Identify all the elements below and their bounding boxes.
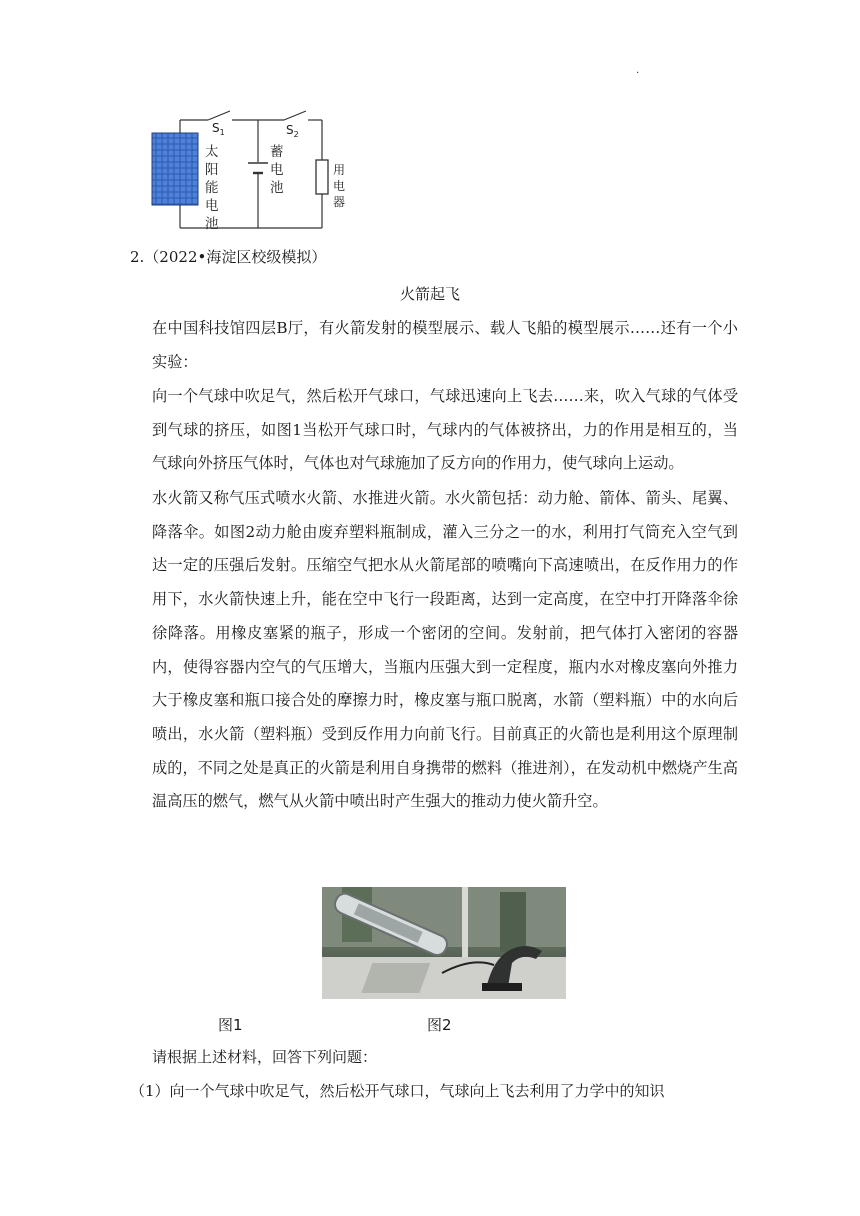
question-number: 2.（2022•海淀区校级模拟） <box>130 248 327 266</box>
s1-label: S <box>212 121 220 135</box>
paragraph-intro: 在中国科技馆四层B厅，有火箭发射的模型展示、载人飞船的模型展示……还有一个小实验： <box>152 319 738 371</box>
figure-1-caption: 图1 <box>218 1016 243 1034</box>
load-label-char: 用 <box>333 163 346 177</box>
battery-label-char: 电 <box>270 162 284 178</box>
circuit-diagram <box>150 108 346 232</box>
s2-label: S <box>286 123 294 137</box>
figure-2-caption: 图2 <box>427 1016 452 1034</box>
paragraph-balloon: 向一个气球中吹足气，然后松开气球口，气球迅速向上飞去……来，吹入气球的气体受到气球的挤压，如图1当松开气球口时，气球内的气体被挤出，力的作用是相互的，当气球向外挤压气体时，气体也对气球施加了反方向的作用力，使气球向上运动。 <box>152 387 738 473</box>
paragraph-water-rocket: 水火箭又称气压式喷水火箭、水推进火箭。水火箭包括：动力舱、箭体、箭头、尾翼、降落伞。如图2动力舱由废弃塑料瓶制成，灌入三分之一的水，利用打气筒充入空气到达一定的压强后发射。压缩空气把水从火箭尾部的喷嘴向下高速喷出，在反作用力的作用下，水火箭快速上升，能在空中飞行一段距离，达到一定高度，在空中打开降落伞徐徐降落。用橡皮塞紧的瓶子，形成一个密闭的空间。发射前，把气体打入密闭的容器内，使得容器内空气的气压增大，当瓶内压强大到一定程度，瓶内水对橡皮塞向外推力大于橡皮塞和瓶口接合处的摩擦力时，橡皮塞与瓶口脱离，水箭（塑料瓶）中的水向后喷出，水火箭（塑料瓶）受到反作用力向前飞行。目前真正的火箭也是利用这个原理制成的，不同之处是真正的火箭是利用自身携带的燃料（推进剂），在发动机中燃烧产生高温高压的燃气，燃气从火箭中喷出时产生强大的推动力使火箭升空。 <box>152 489 738 811</box>
load-label-char: 器 <box>333 195 346 209</box>
solar-label-char: 电 <box>205 198 219 214</box>
battery-label-char: 蓄 <box>270 144 284 160</box>
solar-label-char: 能 <box>205 180 219 196</box>
s1-sub: 1 <box>219 128 225 137</box>
s2-sub: 2 <box>293 130 299 139</box>
load-label-char: 电 <box>333 179 346 193</box>
page-dot: · <box>636 68 640 79</box>
water-rocket-photo <box>322 887 566 999</box>
solar-label-char: 池 <box>205 216 219 232</box>
solar-label-char: 太 <box>205 144 219 160</box>
solar-label-char: 阳 <box>205 162 219 178</box>
solar-panel <box>152 133 198 205</box>
svg-text:S1 <box>212 121 225 137</box>
article-title: 火箭起飞 <box>399 285 460 303</box>
battery-label-char: 池 <box>270 180 284 196</box>
question-prompt: 请根据上述材料，回答下列问题： <box>152 1048 378 1066</box>
load-resistor <box>316 160 328 194</box>
svg-text:S2 <box>286 123 299 139</box>
sub-question-1: （1）向一个气球中吹足气，然后松开气球口，气球向上飞去利用了力学中的知识 <box>130 1082 665 1100</box>
